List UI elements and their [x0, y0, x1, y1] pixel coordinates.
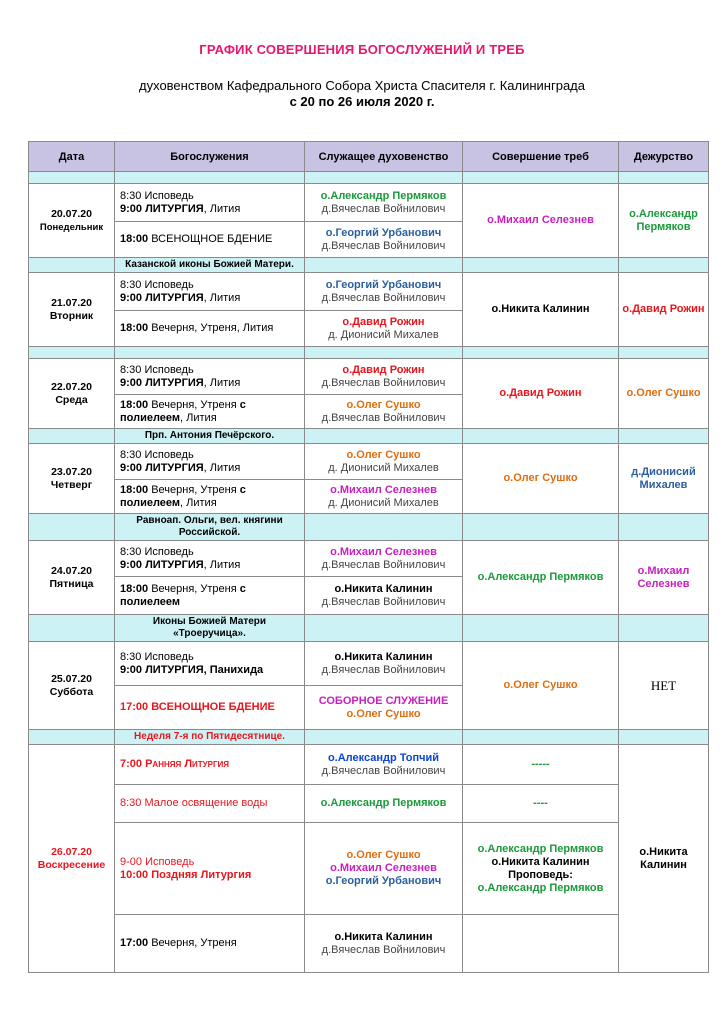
rites-cell: о.Александр Пермяков о.Никита Калинин Проповедь: о.Александр Пермяков: [463, 823, 619, 915]
feast-row: [29, 514, 709, 541]
clergy-evening: СОБОРНОЕ СЛУЖЕНИЕ о.Олег Сушко: [305, 686, 463, 730]
day-date: 22.07.20 Среда: [29, 359, 115, 429]
duty-cell: о.Никита Калинин: [619, 745, 709, 973]
subtitle-dates: с 20 по 26 июля 2020 г.: [289, 94, 435, 109]
day-date: 20.07.20 Понедельник: [29, 184, 115, 258]
day-date: 21.07.20 Вторник: [29, 273, 115, 347]
clergy-evening: о.Никита Калинин д.Вячеслав Войнилович: [305, 577, 463, 615]
day-row: [29, 541, 709, 577]
clergy-early-liturgy: о.Александр Топчий д.Вячеслав Войнилович: [305, 745, 463, 785]
feast-row: [29, 429, 709, 444]
day-date: 25.07.20 Суббота: [29, 642, 115, 730]
day-date: 26.07.20 Воскресение: [29, 745, 115, 973]
day-row: [29, 444, 709, 480]
clergy-morning: о.Олег Сушко д. Дионисий Михалев: [305, 444, 463, 480]
service-evening: 18:00 Вечерня, Утреня, Лития: [115, 311, 305, 347]
service-morning: 8:30 Исповедь 9:00 ЛИТУРГИЯ, Лития: [115, 359, 305, 395]
day-row: [29, 273, 709, 311]
clergy-evening: о.Давид Рожин д. Дионисий Михалев: [305, 311, 463, 347]
duty-cell: о.Михаил Селезнев: [619, 541, 709, 615]
duty-cell: о.Александр Пермяков: [619, 184, 709, 258]
rites-cell: о.Давид Рожин: [463, 359, 619, 429]
service-evening: 18:00 ВСЕНОЩНОЕ БДЕНИЕ: [115, 222, 305, 258]
sunday-row: [29, 785, 709, 823]
service-morning: 8:30 Исповедь 9:00 ЛИТУРГИЯ, Лития: [115, 273, 305, 311]
feast-row: [29, 258, 709, 273]
feast-label: Прп. Антония Печёрского.: [115, 429, 305, 444]
rites-cell-empty: [463, 915, 619, 973]
page-title: ГРАФИК СОВЕРШЕНИЯ БОГОСЛУЖЕНИЙ И ТРЕБ: [199, 42, 525, 57]
service-morning: 8:30 Исповедь 9:00 ЛИТУРГИЯ, Лития: [115, 541, 305, 577]
clergy-morning: о.Александр Пермяков д.Вячеслав Войнилович: [305, 184, 463, 222]
sunday-row: [29, 823, 709, 915]
feast-row: [29, 730, 709, 745]
day-row: [29, 184, 709, 222]
clergy-morning: о.Георгий Урбанович д.Вячеслав Войнилович: [305, 273, 463, 311]
rites-cell: ----: [463, 785, 619, 823]
day-row: [29, 359, 709, 395]
feast-label: Казанской иконы Божией Матери.: [115, 258, 305, 273]
sunday-row: [29, 745, 709, 785]
service-morning: 8:30 Исповедь 9:00 ЛИТУРГИЯ, Панихида: [115, 642, 305, 686]
service-morning: 8:30 Исповедь 9:00 ЛИТУРГИЯ, Лития: [115, 444, 305, 480]
schedule-table: [28, 141, 709, 973]
separator-row: [29, 347, 709, 359]
service-evening: 18:00 Вечерня, Утреня с полиелеем: [115, 577, 305, 615]
feast-label: Иконы Божией Матери «Троеручица».: [115, 615, 305, 642]
clergy-morning: о.Никита Калинин д.Вячеслав Войнилович: [305, 642, 463, 686]
rites-cell: о.Никита Калинин: [463, 273, 619, 347]
rites-cell: о.Александр Пермяков: [463, 541, 619, 615]
clergy-water-blessing: о.Александр Пермяков: [305, 785, 463, 823]
day-date: 24.07.20 Пятница: [29, 541, 115, 615]
duty-cell: о.Давид Рожин: [619, 273, 709, 347]
service-early-liturgy: 7:00 Ранняя Литургия: [115, 745, 305, 785]
service-water-blessing: 8:30 Малое освящение воды: [115, 785, 305, 823]
clergy-morning: о.Давид Рожин д.Вячеслав Войнилович: [305, 359, 463, 395]
col-clergy: Служащее духовенство: [305, 142, 463, 172]
service-evening: 18:00 Вечерня, Утреня с полиелеем, Лития: [115, 480, 305, 514]
clergy-late-liturgy: о.Олег Сушко о.Михаил Селезнев о.Георгий Урбанович: [305, 823, 463, 915]
clergy-evening: о.Олег Сушко д.Вячеслав Войнилович: [305, 395, 463, 429]
rites-cell: о.Михаил Селезнев: [463, 184, 619, 258]
feast-label: Равноап. Ольги, вел. княгини Российской.: [115, 514, 305, 541]
col-rites: Совершение треб: [463, 142, 619, 172]
service-vespers: 17:00 Вечерня, Утреня: [115, 915, 305, 973]
day-date: 23.07.20 Четверг: [29, 444, 115, 514]
duty-cell: д.Дионисий Михалев: [619, 444, 709, 514]
separator-row: [29, 172, 709, 184]
rites-cell: о.Олег Сушко: [463, 642, 619, 730]
service-morning: 8:30 Исповедь 9:00 ЛИТУРГИЯ, Лития: [115, 184, 305, 222]
subtitle-clergy: духовенством Кафедрального Собора Христа Спасителя г. Калининграда: [139, 78, 585, 93]
sunday-row: [29, 915, 709, 973]
clergy-morning: о.Михаил Селезнев д.Вячеслав Войнилович: [305, 541, 463, 577]
rites-cell: о.Олег Сушко: [463, 444, 619, 514]
rites-cell: -----: [463, 745, 619, 785]
service-late-liturgy: 9-00 Исповедь 10:00 Поздняя Литургия: [115, 823, 305, 915]
feast-label: Неделя 7-я по Пятидесятнице.: [115, 730, 305, 745]
duty-cell: о.Олег Сушко: [619, 359, 709, 429]
header-row: [29, 142, 709, 172]
duty-cell: НЕТ: [619, 642, 709, 730]
day-row: [29, 642, 709, 686]
col-services: Богослужения: [115, 142, 305, 172]
clergy-evening: о.Георгий Урбанович д.Вячеслав Войнилович: [305, 222, 463, 258]
clergy-evening: о.Михаил Селезнев д. Дионисий Михалев: [305, 480, 463, 514]
col-duty: Дежурство: [619, 142, 709, 172]
clergy-vespers: о.Никита Калинин д.Вячеслав Войнилович: [305, 915, 463, 973]
col-date: Дата: [29, 142, 115, 172]
service-evening: 18:00 Вечерня, Утреня с полиелеем, Лития: [115, 395, 305, 429]
service-evening: 17:00 ВСЕНОЩНОЕ БДЕНИЕ: [115, 686, 305, 730]
feast-row: [29, 615, 709, 642]
